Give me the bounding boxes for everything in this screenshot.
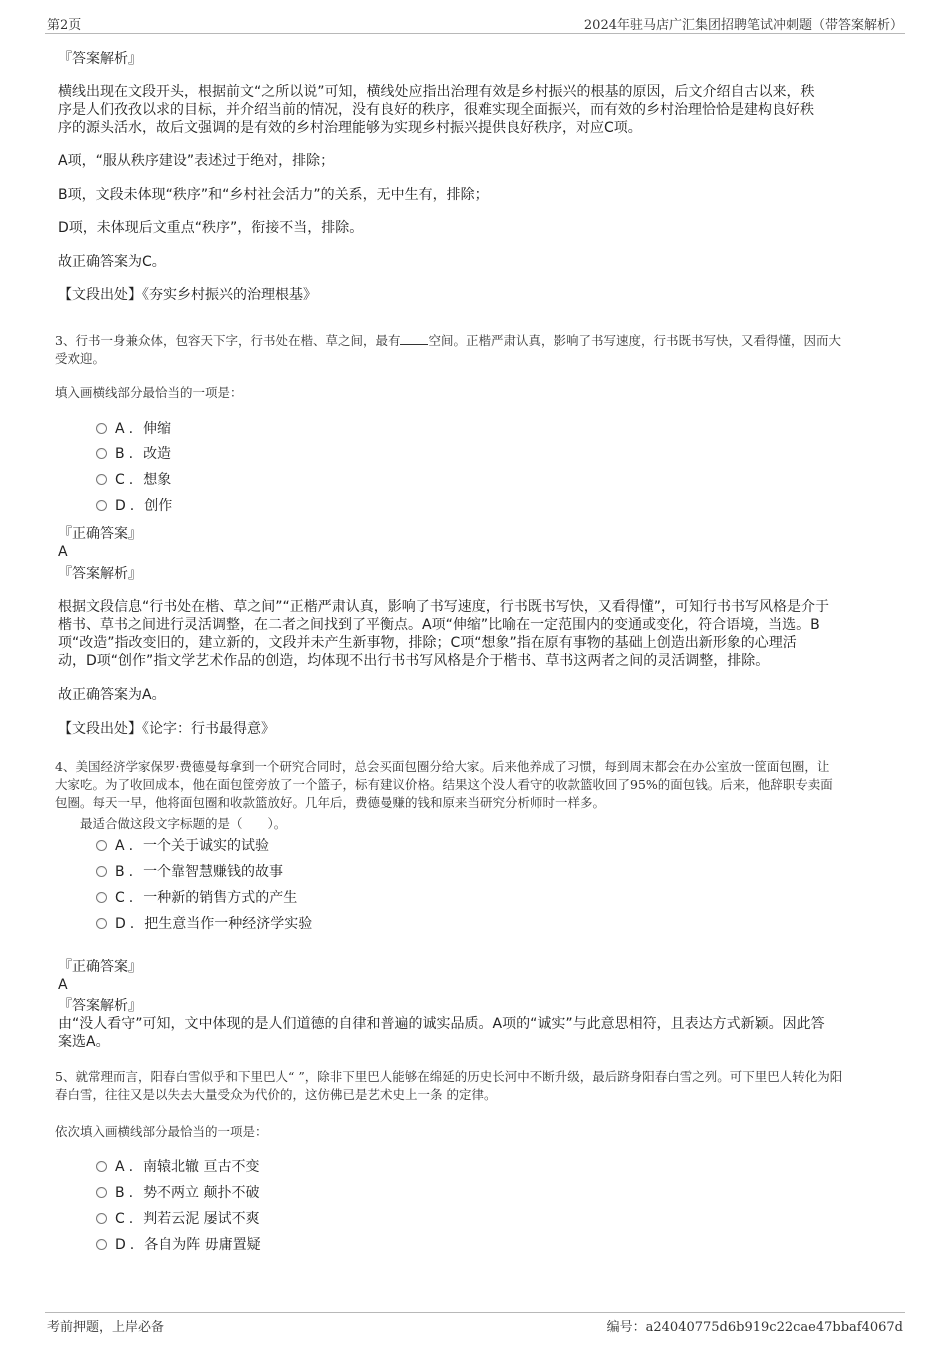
- q4-option-a[interactable]: A . 一个关于诚实的试验: [96, 836, 269, 856]
- q3-analysis-line-2: 楷书、草书之间进行灵活调整，在二者之间找到了平衡点。A项“伸缩”比喻在一定范围内的变通或变化，符合语境，当选。B: [58, 617, 820, 633]
- radio-icon[interactable]: [96, 892, 107, 903]
- q3-answer-label: 『正确答案』: [58, 526, 142, 542]
- q4-stem-line-2: 大家吃。为了收回成本，他在面包筐旁放了一个篮子，标有建议价格。结果这个没人看守的收款篮收回了95%的面包钱。后来，他辞职专卖面: [55, 777, 833, 792]
- q3-stem-line-1: 3、行书一身兼众体，包容天下字，行书处在楷、草之间，最有 空间。正楷严肃认真，影响了书写速度，行书既书写快，又看得懂，因而大: [55, 333, 841, 348]
- q4-stem-line-1: 4、美国经济学家保罗·费德曼每拿到一个研究合同时，总会买面包圈分给大家。后来他养成了习惯，每到周末都会在办公室放一筐面包圈，让: [55, 759, 830, 774]
- radio-icon[interactable]: [96, 918, 107, 929]
- q3-analysis-line-3: 项“改造”指改变旧的，建立新的，文段并未产生新事物，排除；C项“想象”指在原有事物的基础上创造出新形象的心理活: [58, 635, 797, 651]
- q2-analysis-option-b: B项，文段未体现“秩序”和“乡村社会活力”的关系，无中生有，排除；: [58, 187, 489, 203]
- q3-prompt: 填入画横线部分最恰当的一项是：: [55, 385, 243, 400]
- q3-analysis-label: 『答案解析』: [58, 566, 142, 582]
- radio-icon[interactable]: [96, 448, 107, 459]
- q4-option-d[interactable]: D . 把生意当作一种经济学实验: [96, 914, 312, 934]
- q3-option-d[interactable]: D . 创作: [96, 496, 172, 516]
- radio-icon[interactable]: [96, 423, 107, 434]
- q5-stem-line-1: 5、就常理而言，阳春白雪似乎和下里巴人“ ”，除非下里巴人能够在绵延的历史长河中不断升级，最后跻身阳春白雪之列。可下里巴人转化为阳: [55, 1069, 843, 1084]
- q4-option-b[interactable]: B . 一个靠智慧赚钱的故事: [96, 862, 283, 882]
- q4-analysis-line-2: 案选A。: [58, 1034, 110, 1050]
- q3-analysis-line-1: 根据文段信息“行书处在楷、草之间”“正楷严肃认真，影响了书写速度，行书既书写快，又看得懂”，可知行书书写风格是介于: [58, 599, 830, 615]
- radio-icon[interactable]: [96, 1213, 107, 1224]
- q2-analysis-line-3: 序的源头活水，故后文强调的是有效的乡村治理能够为实现乡村振兴提供良好秩序，对应C项。: [58, 120, 642, 136]
- q3-answer: A: [58, 544, 68, 560]
- q5-prompt: 依次填入画横线部分最恰当的一项是：: [55, 1124, 268, 1139]
- q2-analysis-line-2: 序是人们孜孜以求的目标，并介绍当前的情况，没有良好的秩序，很难实现全面振兴，而有效的乡村治理恰恰是建构良好秩: [58, 102, 814, 118]
- q3-analysis-line-4: 动，D项“创作”指文学艺术作品的创造，均体现不出行书书写风格是介于楷书、草书这两者之间的灵活调整，排除。: [58, 653, 770, 669]
- q4-stem-line-3: 包圈。每天一早，他将面包圈和收款篮放好。几年后，费德曼赚的钱和原来当研究分析师时一样多。: [55, 795, 606, 810]
- q4-answer-label: 『正确答案』: [58, 959, 142, 975]
- radio-icon[interactable]: [96, 500, 107, 511]
- q4-answer: A: [58, 977, 68, 993]
- radio-icon[interactable]: [96, 1239, 107, 1250]
- q3-conclusion: 故正确答案为A。: [58, 687, 166, 703]
- q4-analysis-line-1: 由“没人看守”可知，文中体现的是人们道德的自律和普遍的诚实品质。A项的“诚实”与此意思相符，且表达方式新颖。因此答: [58, 1016, 825, 1032]
- q3-blank: [400, 332, 428, 345]
- q3-source: 【文段出处】《论字：行书最得意》: [58, 721, 275, 737]
- q4-prompt: 最适合做这段文字标题的是（ ）。: [80, 816, 287, 831]
- document-title: 2024年驻马店广汇集团招聘笔试冲刺题（带答案解析）: [583, 18, 903, 33]
- q2-analysis-option-d: D项，未体现后文重点“秩序”，衔接不当，排除。: [58, 220, 364, 236]
- radio-icon[interactable]: [96, 1187, 107, 1198]
- radio-icon[interactable]: [96, 866, 107, 877]
- page-header: [45, 13, 905, 34]
- radio-icon[interactable]: [96, 1161, 107, 1172]
- q5-option-a[interactable]: A . 南辕北辙 亘古不变: [96, 1157, 259, 1177]
- q3-option-b[interactable]: B . 改造: [96, 444, 171, 464]
- page-number: 第2页: [47, 18, 82, 33]
- q2-source: 【文段出处】《夯实乡村振兴的治理根基》: [58, 287, 317, 303]
- q4-option-c[interactable]: C . 一种新的销售方式的产生: [96, 888, 297, 908]
- radio-icon[interactable]: [96, 474, 107, 485]
- q2-analysis-line-1: 横线出现在文段开头，根据前文“之所以说”可知，横线处应指出治理有效是乡村振兴的根基的原因，后文介绍自古以来，秩: [58, 84, 815, 100]
- q3-stem-line-2: 受欢迎。: [55, 351, 106, 366]
- q3-option-c[interactable]: C . 想象: [96, 470, 171, 490]
- q2-analysis-option-a: A项，“服从秩序建设”表述过于绝对，排除；: [58, 153, 335, 169]
- radio-icon[interactable]: [96, 840, 107, 851]
- footer-slogan: 考前押题，上岸必备: [47, 1320, 165, 1335]
- q2-analysis-label: 『答案解析』: [58, 51, 142, 67]
- page-footer: [45, 1312, 905, 1335]
- q5-option-b[interactable]: B . 势不两立 颠扑不破: [96, 1183, 260, 1203]
- document-id: 编号：a24040775d6b919c22cae47bbaf4067d: [606, 1320, 903, 1335]
- q5-stem-line-2: 春白雪，往往又是以失去大量受众为代价的，这仿佛已是艺术史上一条 的定律。: [55, 1087, 497, 1102]
- q2-conclusion: 故正确答案为C。: [58, 254, 166, 270]
- q3-option-a[interactable]: A . 伸缩: [96, 419, 171, 439]
- q5-option-c[interactable]: C . 判若云泥 屡试不爽: [96, 1209, 260, 1229]
- q4-analysis-label: 『答案解析』: [58, 998, 142, 1014]
- q5-option-d[interactable]: D . 各自为阵 毋庸置疑: [96, 1235, 261, 1255]
